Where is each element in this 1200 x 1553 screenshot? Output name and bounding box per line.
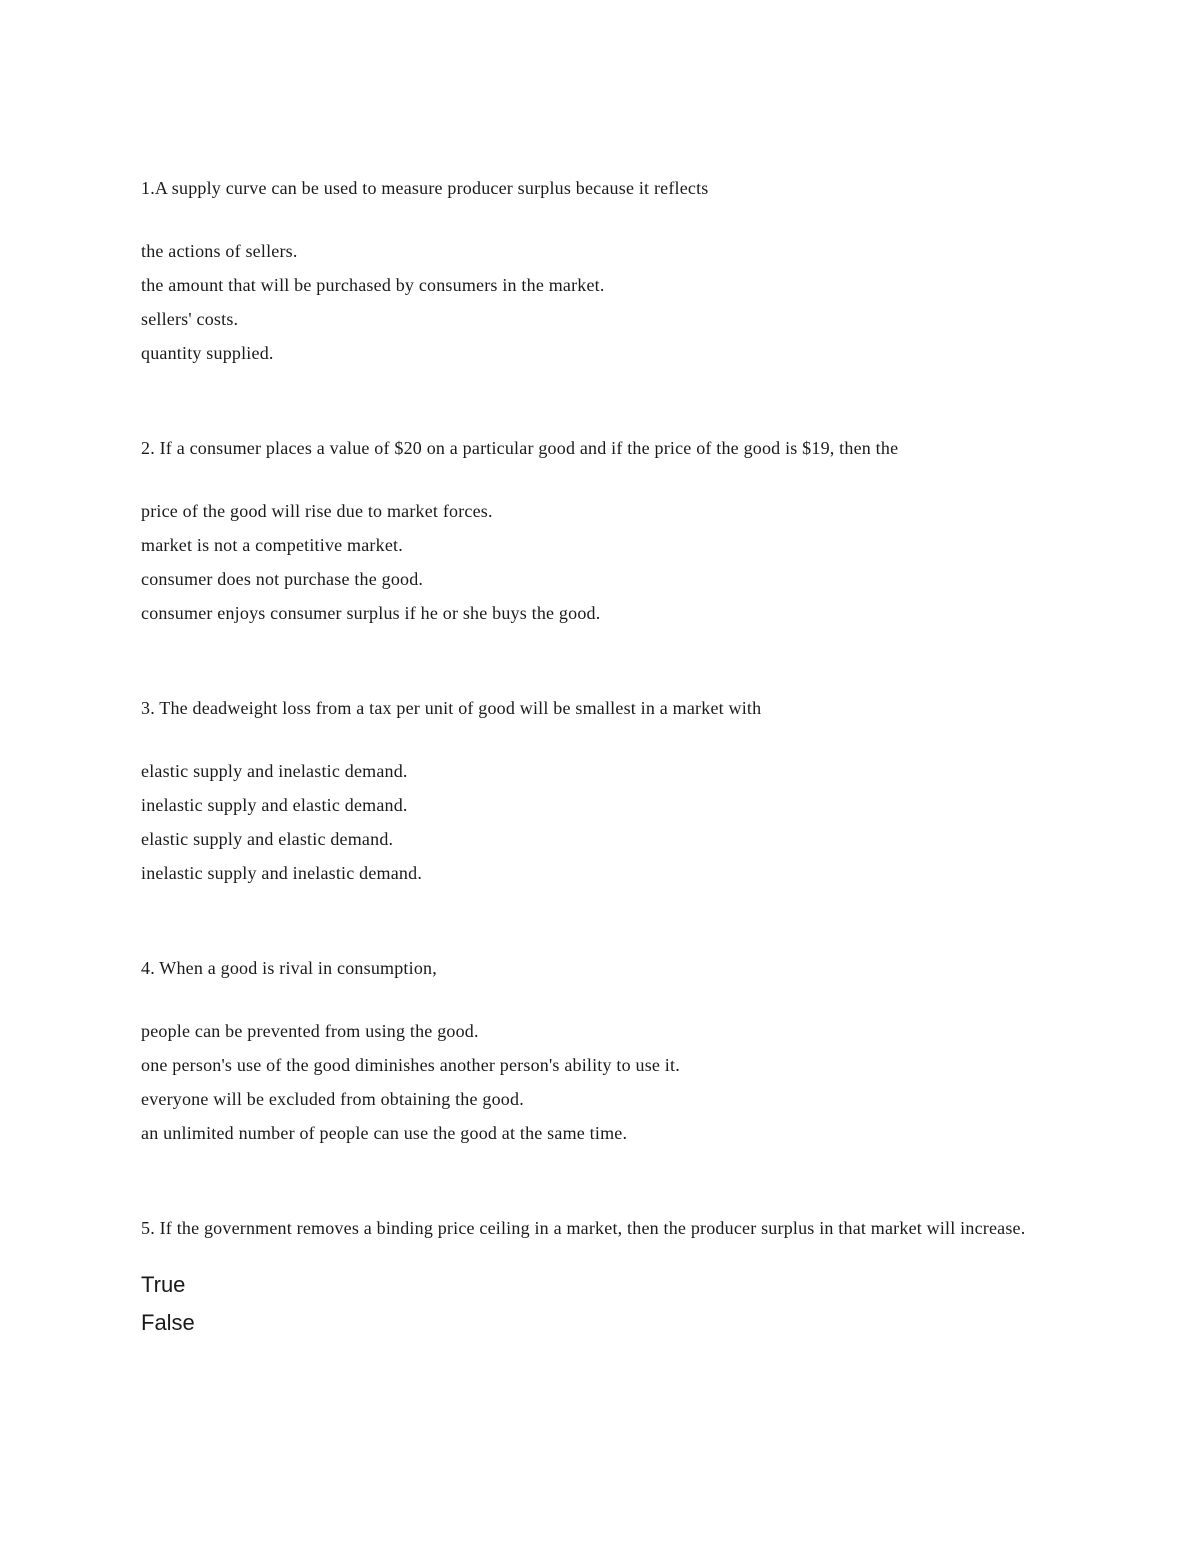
question-2-option-d[interactable]: consumer enjoys consumer surplus if he or she buys the good. [141, 603, 601, 623]
question-4 [141, 954, 1061, 1166]
question-2-options [141, 494, 1061, 630]
question-5-options [141, 1266, 1061, 1342]
question-3-option-d[interactable]: inelastic supply and inelastic demand. [141, 863, 423, 883]
question-3-option-b[interactable]: inelastic supply and elastic demand. [141, 795, 408, 815]
question-2-option-a[interactable]: price of the good will rise due to market forces. [141, 501, 493, 521]
question-5 [141, 1214, 1061, 1358]
question-4-option-c[interactable]: everyone will be excluded from obtaining the good. [141, 1089, 524, 1109]
question-1-option-a[interactable]: the actions of sellers. [141, 241, 298, 261]
question-3-option-a[interactable]: elastic supply and inelastic demand. [141, 761, 408, 781]
question-1-options [141, 234, 1061, 370]
question-2-option-c[interactable]: consumer does not purchase the good. [141, 569, 424, 589]
question-4-option-b[interactable]: one person's use of the good diminishes another person's ability to use it. [141, 1055, 680, 1075]
question-1-option-b[interactable]: the amount that will be purchased by consumers in the market. [141, 275, 605, 295]
question-4-option-d[interactable]: an unlimited number of people can use the good at the same time. [141, 1123, 628, 1143]
question-1-option-d[interactable]: quantity supplied. [141, 343, 274, 363]
question-4-text: 4. When a good is rival in consumption, [141, 958, 437, 978]
question-2 [141, 434, 1061, 646]
question-1-option-c[interactable]: sellers' costs. [141, 309, 239, 329]
question-3-options [141, 754, 1061, 890]
question-2-option-b[interactable]: market is not a competitive market. [141, 535, 403, 555]
question-5-text: 5. If the government removes a binding price ceiling in a market, then the producer surplus in that market will increase. [141, 1218, 1026, 1238]
question-5-option-true[interactable]: True [141, 1272, 186, 1297]
question-3-text: 3. The deadweight loss from a tax per unit of good will be smallest in a market with [141, 698, 762, 718]
question-1-text: 1.A supply curve can be used to measure producer surplus because it reflects [141, 178, 709, 198]
question-3-option-c[interactable]: elastic supply and elastic demand. [141, 829, 394, 849]
question-4-options [141, 1014, 1061, 1150]
question-1 [141, 174, 1061, 386]
question-4-option-a[interactable]: people can be prevented from using the good. [141, 1021, 479, 1041]
question-2-text: 2. If a consumer places a value of $20 on a particular good and if the price of the good is $19, then the [141, 438, 899, 458]
question-3 [141, 694, 1061, 906]
question-5-option-false[interactable]: False [141, 1310, 195, 1335]
